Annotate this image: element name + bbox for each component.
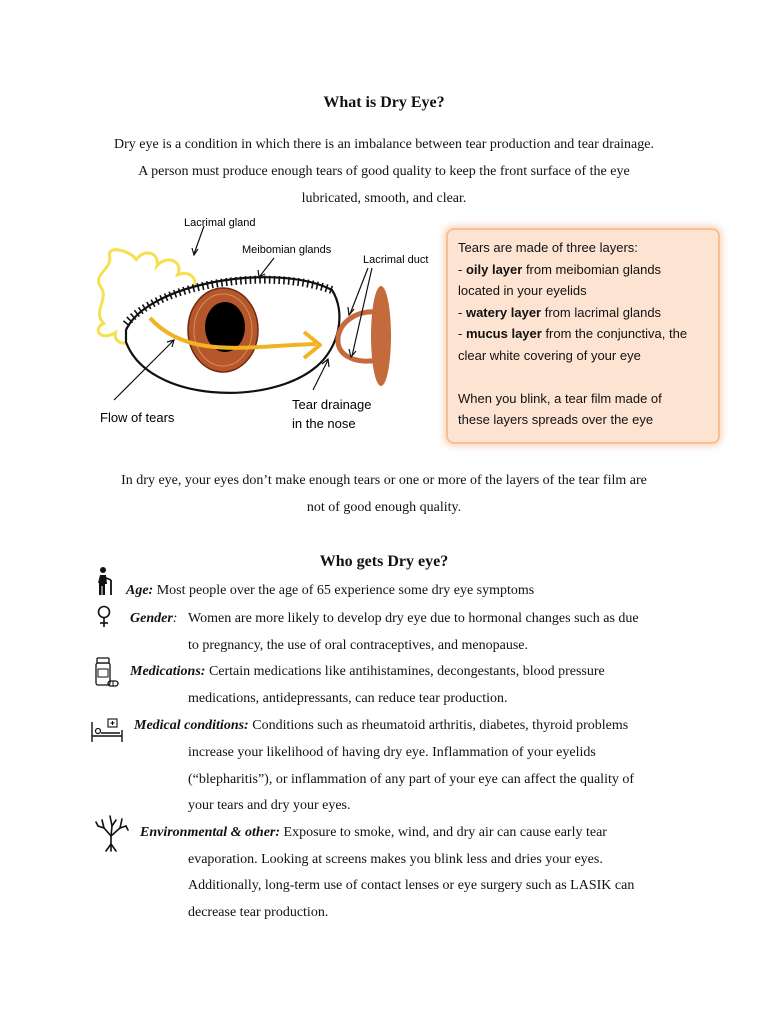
- callout-line-1: Tears are made of three layers:: [458, 240, 638, 255]
- factor-medications: Medications: Certain medications like antihistamines, decongestants, blood pressure: [130, 664, 605, 679]
- factor-medical-text-2: increase your likelihood of having dry eye. Inflammation of your eyelids: [188, 745, 596, 760]
- factor-age: Age: Most people over the age of 65 experience some dry eye symptoms: [126, 583, 535, 598]
- label-flow-of-tears: Flow of tears: [100, 410, 175, 425]
- pill-bottle-icon: [94, 656, 120, 688]
- tear-layers-callout: [446, 228, 720, 444]
- label-lacrimal-duct: Lacrimal duct: [363, 254, 429, 266]
- intro-line-2: A person must produce enough tears of good quality to keep the front surface of the eye: [138, 164, 630, 179]
- hospital-bed-icon: [90, 718, 124, 744]
- callout-watery: - watery layer from lacrimal glands: [458, 304, 662, 320]
- label-meibomian-glands: Meibomian glands: [242, 244, 332, 256]
- callout-oily-2: located in your eyelids: [458, 283, 587, 298]
- callout-mucus: - mucus layer from the conjunctiva, the: [458, 326, 688, 341]
- intro-line-1: Dry eye is a condition in which there is an imbalance between tear production and tear drainage.: [114, 137, 654, 152]
- label-in-the-nose: in the nose: [292, 416, 356, 431]
- factor-environmental-text-4: decrease tear production.: [188, 905, 329, 920]
- factor-environmental-text-3: Additionally, long-term use of contact lenses or eye surgery such as LASIK can: [188, 878, 635, 893]
- factor-environmental-text-2: evaporation. Looking at screens makes you blink less and dries your eyes.: [188, 852, 603, 867]
- factor-medical-text-3: (“blepharitis”), or inflammation of any part of your eye can affect the quality of: [188, 772, 635, 787]
- factor-gender-text-2: to pregnancy, the use of oral contraceptives, and menopause.: [188, 638, 529, 653]
- callout-blink-1: When you blink, a tear film made of: [458, 390, 662, 406]
- factor-medical-conditions: Medical conditions: Conditions such as rheumatoid arthritis, diabetes, thyroid problems: [134, 718, 629, 733]
- callout-mucus-2: clear white covering of your eye: [458, 347, 641, 363]
- factor-environmental: Environmental & other: Exposure to smoke, wind, and dry air can cause early tear: [140, 825, 607, 840]
- pupil: [205, 302, 245, 352]
- dry-eye-line-1: In dry eye, your eyes don’t make enough tears or one or more of the layers of the tear film are: [121, 473, 647, 488]
- dry-eye-line-2: not of good enough quality.: [306, 500, 462, 515]
- factor-gender-text-1: Women are more likely to develop dry eye due to hormonal changes such as due: [188, 611, 639, 626]
- page-title: What is Dry Eye?: [323, 94, 445, 111]
- female-symbol-icon: [95, 605, 113, 629]
- factor-medical-text-4: your tears and dry your eyes.: [188, 798, 351, 813]
- factor-medications-text-2: medications, antidepressants, can reduce tear production.: [188, 691, 508, 706]
- nasal-duct: [371, 286, 391, 386]
- elderly-person-icon: [94, 566, 118, 596]
- bare-tree-icon: [94, 810, 130, 852]
- callout-oily: - oily layer from meibomian glands: [458, 261, 662, 277]
- label-lacrimal-gland: Lacrimal gland: [184, 217, 256, 229]
- label-tear-drainage: Tear drainage: [292, 397, 372, 412]
- factor-gender: Gender:: [130, 611, 178, 626]
- intro-line-3: lubricated, smooth, and clear.: [301, 191, 467, 206]
- section-title-who: Who gets Dry eye?: [319, 553, 449, 570]
- callout-blink-2: these layers spreads over the eye: [458, 412, 654, 427]
- eye-diagram: [78, 212, 438, 444]
